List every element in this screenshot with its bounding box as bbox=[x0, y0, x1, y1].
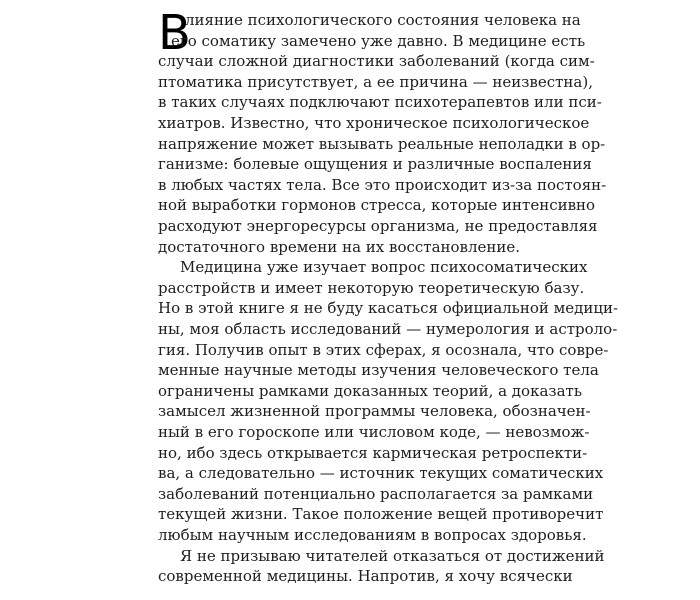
text-line: в таких случаях подключают психотерапевтов или пси- bbox=[158, 93, 602, 112]
text-line: Медицина уже изучает вопрос психосоматических bbox=[180, 258, 588, 277]
text-line: современной медицины. Напротив, я хочу всячески bbox=[158, 567, 573, 586]
text-line: в любых частях тела. Все это происходит из-за постоян- bbox=[158, 175, 607, 194]
text-line: любым научным исследованиям в вопросах здоровья. bbox=[158, 526, 587, 544]
text-line: ограничены рамками доказанных теорий, а доказать bbox=[158, 381, 582, 400]
text-line: текущей жизни. Такое положение вещей противоречит bbox=[158, 505, 604, 524]
text-line: ной выработки гормонов стресса, которые интенсивно bbox=[158, 196, 596, 215]
text-line: лияние психологического состояния человека на bbox=[185, 11, 581, 29]
text-line: Я не призываю читателей отказаться от достижений bbox=[180, 546, 605, 565]
text-line: напряжение может вызывать реальные неполадки в ор- bbox=[158, 134, 606, 153]
text-line: расходуют энергоресурсы организма, не предоставляя bbox=[158, 217, 598, 235]
text-line: ны, моя область исследований — нумерология и астроло- bbox=[158, 320, 618, 338]
text-line: достаточного времени на их восстановление. bbox=[158, 237, 521, 256]
text-line: ва, а следовательно — источник текущих соматических bbox=[158, 464, 604, 483]
drop-cap: В bbox=[158, 5, 191, 61]
book-page bbox=[158, 0, 619, 600]
text-line: птоматика присутствует, а ее причина — неизвестна), bbox=[158, 72, 593, 91]
text-line: ный в его гороскопе или числовом коде, — невозмож- bbox=[158, 423, 590, 441]
text-line: случаи сложной диагностики заболеваний (когда сим- bbox=[158, 52, 595, 71]
text-line: хиатров. Известно, что хроническое психологическое bbox=[158, 114, 590, 132]
text-line: менные научные методы изучения человеческого тела bbox=[158, 361, 599, 380]
text-line: заболеваний потенциально располагается за рамками bbox=[158, 484, 594, 503]
text-line: ганизме: болевые ощущения и различные воспаления bbox=[158, 155, 592, 174]
text-line: его соматику замечено уже давно. В медицине есть bbox=[171, 31, 586, 50]
text-line: замысел жизненной программы человека, обозначен- bbox=[158, 402, 591, 421]
text-line: Но в этой книге я не буду касаться официальной медици- bbox=[158, 299, 619, 318]
text-line: но, ибо здесь открывается кармическая ретроспекти- bbox=[158, 443, 588, 462]
text-line: гия. Получив опыт в этих сферах, я осознала, что совре- bbox=[158, 340, 609, 359]
text-line: расстройств и имеет некоторую теоретическую базу. bbox=[158, 278, 585, 297]
